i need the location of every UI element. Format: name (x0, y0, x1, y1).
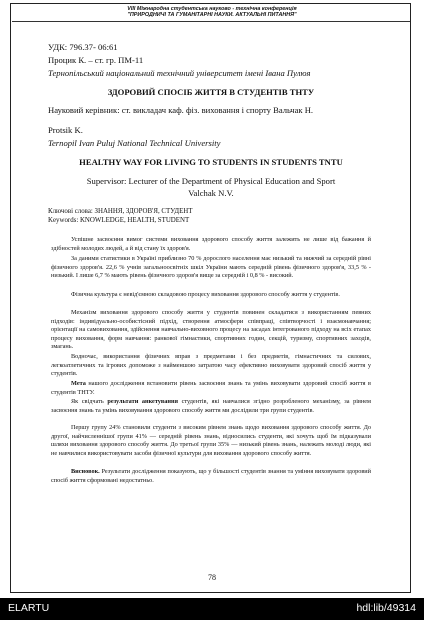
supervisor-en-line1: Supervisor: Lecturer of the Department of Physical Education and Sport (86, 176, 336, 186)
paragraph-physical-culture: Фізична культура є невід'ємною складовою процесу виховання здорового способу життя у студентів. (71, 291, 340, 298)
paragraph-groups: Першу групу 24% становили студенти з високим рівнем знань щодо виховання здорового способу життя. До другої, найчисленнішої групи 41% — середній рівень знань, відносились студенти, які хочуть щоб їм підказували шляхи виховання здорового способу життя. До третьої групи 35% — низький рівень знань, належать молоді люди, які не навчилися використовувати засоби фізичної культури для виховання здорового способу життя. (51, 424, 371, 457)
paragraph-intro: Успішне засвоєння вимог системи виховання здорового способу життя залежить не лише від бажання й здібностей молодих людей, а й від стану їх здоров'я. (51, 236, 371, 252)
university-ua: Тернопільський національний технічний університет імені Івана Пулюя (48, 68, 311, 78)
footer-repository[interactable]: ELARTU (8, 602, 50, 614)
supervisor-ua: Науковий керівник: ст. викладач каф. фіз. виховання і спорту Вальчак Н. (48, 105, 314, 115)
conclusion-label: Висновок. (71, 468, 100, 475)
keywords-ua: Ключові слова: ЗНАННЯ, ЗДОРОВ'Я, СТУДЕНТ (48, 208, 193, 215)
author-en: Protsik K. (48, 125, 83, 135)
survey-results-label: результати анкетування (107, 398, 179, 405)
goal-text: нашого дослідження встановити рівень засвоєння знань та умінь виховувати здоровий спосіб життя в студентів ТНТУ. (51, 380, 371, 396)
conclusion-text: Результати дослідження показують, що у більшості студентів знання та уміння виховувати здоровий спосіб життя сформовані недостатньо. (51, 468, 371, 484)
footer-handle[interactable]: hdl:lib/49314 (356, 602, 416, 614)
survey-text-start: Як свідчать (71, 398, 108, 405)
author-ua: Процик К. – ст. гр. ПМ-11 (48, 55, 144, 65)
paragraph-goal (51, 380, 371, 397)
udc-code: УДК: 796.37- 06:61 (48, 42, 118, 52)
paragraph-survey (51, 398, 371, 415)
paragraph-statistics: За даними статистики в Україні приблизно 70 % дорослого населення має низький та нижчий за середній рівні фізичного здоров'я. 22,6 % учнів загальноосвітніх шкіл України мають середній рівень фізичного здоров'я, 33,5 % - низький. І лише 6,7 % мають рівень фізичного здоров'я вище за середній і 0,8 % - високий. (51, 255, 371, 280)
survey-text-end: студентів, які навчалися згідно розробленого механізму, за рівнем засвоєння знань та умінь виховування здорового способу життя ми дослідили три групи студентів. (51, 398, 371, 414)
goal-label: Мета (71, 380, 86, 387)
paragraph-exercises: Водночас, використання фізичних вправ з предметами і без предметів, гімнастичних та силових, легкоатлетичних та ігрових допоможе з найменшою затратою часу ефективно виховувати здоровий спосіб життя у студентів. (51, 353, 371, 378)
supervisor-en-line2: Valchak N.V. (188, 188, 234, 198)
conference-subtitle: "ПРИРОДНИЧІ ТА ГУМАНІТАРНІ НАУКИ. АКТУАЛЬНІ ПИТАННЯ" (127, 12, 297, 18)
header-rule (12, 21, 410, 22)
paragraph-mechanism: Механізм виховання здорового способу життя у студентів повинен складатися з використанням певних підходів: індивідуально-особистісний підхід, створення атмосфери співпраці, співтворчості і взаємонавчання; орієнтації на самовиховання, здійснення навчально-виховного процесу на засадах інтегрованого підходу на всіх етапах процесу виховання, форм навчання: ранкової гімнастики, спортивних годин, секцій, туризму, спортивних заходів, змагань. (51, 309, 371, 351)
keywords-en: Keywords: KNOWLEDGE, HEALTH, STUDENT (48, 217, 190, 224)
article-title-ua: ЗДОРОВИЙ СПОСІБ ЖИТТЯ В СТУДЕНТІВ ТНТУ (107, 87, 315, 97)
university-en: Ternopil Ivan Puluj National Technical University (48, 138, 221, 148)
page-number: 78 (208, 573, 216, 582)
paragraph-conclusion (51, 468, 371, 485)
article-title-en: HEALTHY WAY FOR LIVING TO STUDENTS IN STUDENTS TNTU (79, 157, 343, 167)
conference-title: VIII Міжнародна студентська науково - технічна конференція (127, 6, 297, 12)
footer-bar (0, 598, 424, 620)
